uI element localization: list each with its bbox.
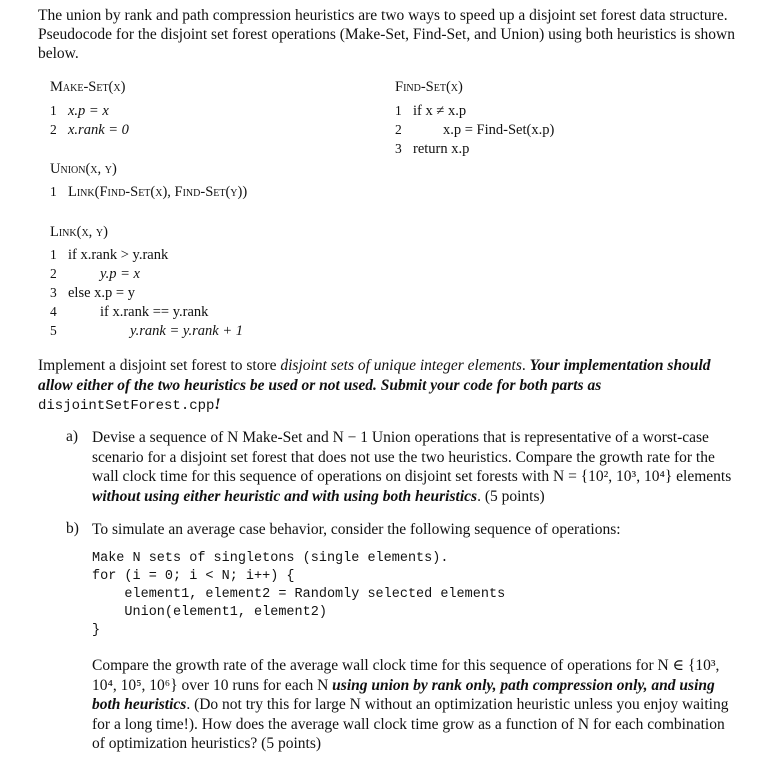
part-a-body: Devise a sequence of N Make-Set and N − 1 Union operations that is representative of a worst-case scenario for a disjoint set forest that does not use the two heuristics. Compare the growth rate for the wall clock time for this sequence of operations on disjoint set forests with N = xyxy=(92,429,715,485)
union-line-1 xyxy=(50,183,247,202)
code-line: } xyxy=(92,623,101,638)
part-b-text xyxy=(92,656,738,754)
code-text: if x.rank > y.rank xyxy=(68,247,169,263)
implement-paragraph xyxy=(38,356,738,417)
code-text: x.p = x xyxy=(68,103,109,119)
find-set-line-2 xyxy=(395,121,554,140)
line-number: 4 xyxy=(50,304,57,319)
code-line: for (i = 0; i < N; i++) { xyxy=(92,569,295,584)
link-line-1 xyxy=(50,246,168,265)
part-b-body: Compare the growth rate of the average wall clock time for this sequence of operations for N ∈ xyxy=(92,657,685,674)
link-line-2 xyxy=(50,265,140,284)
link-line-5 xyxy=(50,322,243,341)
line-number: 1 xyxy=(50,103,57,118)
code-text: if x ≠ x.p xyxy=(413,103,467,119)
intro-paragraph: The union by rank and path compression heuristics are two ways to speed up a disjoint set forest data structure. Pseudocode for the disjoint set forest operations (Make-Set, Find-Set, and Union) using both heuristics is shown below. xyxy=(38,7,735,62)
code-text: y.p = x xyxy=(100,266,140,282)
link-line-4 xyxy=(50,303,208,322)
line-number: 2 xyxy=(395,122,402,137)
part-b-intro: To simulate an average case behavior, consider the following sequence of operations: xyxy=(92,521,621,538)
line-number: 1 xyxy=(395,103,402,118)
code-text: x.rank = 0 xyxy=(68,122,129,138)
part-b-emphasis: using union by rank only, path compression only, and using both heuristics xyxy=(92,676,715,713)
part-a-elements: elements xyxy=(676,468,732,485)
line-number: 2 xyxy=(50,122,57,137)
code-line: Make N sets of singletons (single elements). xyxy=(92,551,449,566)
find-set-line-3 xyxy=(395,140,469,159)
filename: disjointSetForest.cpp xyxy=(38,398,215,414)
code-text: x.p = Find-Set(x.p) xyxy=(443,122,555,138)
find-set-title: Find-Set(x) xyxy=(395,79,463,95)
part-b-runs: over 10 runs for each N xyxy=(181,676,329,694)
part-a-points: . (5 points) xyxy=(477,487,545,505)
part-b-rest: . (Do not try this for large N without an optimization heuristic unless you enjoy waiting for a long time!). How does the average wall clock time grow as a function of N for each combination of optimization heuristics? (5 points) xyxy=(92,696,729,752)
implement-text: Implement a disjoint set forest to store xyxy=(38,357,277,374)
part-b-label: b) xyxy=(66,520,79,537)
part-b-set: {10³, 10⁴, 10⁵, 10⁶} xyxy=(92,657,720,694)
line-number: 5 xyxy=(50,323,57,338)
implement-emphasis: disjoint sets of unique integer elements xyxy=(280,357,522,374)
make-set-line-1 xyxy=(50,102,109,121)
code-line: Union(element1, element2) xyxy=(92,605,327,620)
part-a-text xyxy=(92,428,738,506)
code-line: element1, element2 = Randomly selected elements xyxy=(92,587,506,602)
implement-requirement: Your implementation should allow either of the two heuristics be used or not used. Submit your code for both parts as xyxy=(38,357,711,394)
code-text: y.rank = y.rank + 1 xyxy=(130,323,243,339)
implement-period: . xyxy=(521,357,526,374)
implement-exclaim: ! xyxy=(214,396,221,413)
line-number: 3 xyxy=(50,285,57,300)
code-text: return x.p xyxy=(413,141,470,157)
union-title: Union(x, y) xyxy=(50,161,117,177)
code-text: Link(Find-Set(x), Find-Set(y)) xyxy=(68,184,248,200)
line-number: 2 xyxy=(50,266,57,281)
line-number: 3 xyxy=(395,141,402,156)
make-set-line-2 xyxy=(50,121,129,140)
line-number: 1 xyxy=(50,247,57,262)
part-a-emphasis: without using either heuristic and with using both heuristics xyxy=(92,487,478,505)
link-title: Link(x, y) xyxy=(50,224,108,240)
link-line-3 xyxy=(50,284,135,303)
find-set-line-1 xyxy=(395,102,466,121)
code-text: if x.rank == y.rank xyxy=(100,304,209,320)
part-a-label: a) xyxy=(66,428,79,445)
code-text: else x.p = y xyxy=(68,285,135,301)
line-number: 1 xyxy=(50,184,57,199)
part-a-set: {10², 10³, 10⁴} xyxy=(580,468,673,485)
make-set-title: Make-Set(x) xyxy=(50,79,126,95)
